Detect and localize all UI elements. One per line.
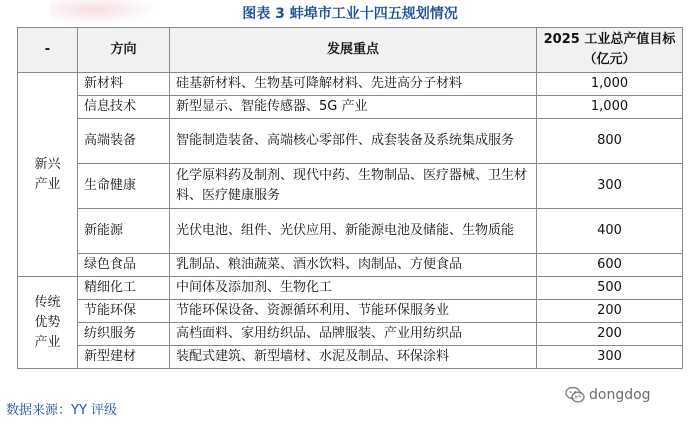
header-focus: 发展重点 — [170, 28, 537, 73]
group-emerging: 新兴产业 — [18, 73, 78, 277]
header-dash: - — [18, 28, 78, 73]
table-row — [18, 346, 683, 369]
row-focus: 硅基新材料、生物基可降解材料、先进高分子材料 — [170, 73, 537, 96]
row-direction: 新能源 — [78, 209, 170, 254]
table-title: 图表 3 蚌埠市工业十四五规划情况 — [242, 6, 458, 22]
row-value: 200 — [537, 300, 683, 323]
row-direction: 信息技术 — [78, 96, 170, 119]
row-direction: 生命健康 — [78, 164, 170, 209]
source-note: 数据来源：YY 评级 — [6, 403, 118, 418]
row-focus: 化学原料药及制剂、现代中药、生物制品、医疗器械、卫生材料、医疗健康服务 — [170, 164, 537, 209]
row-value: 1,000 — [537, 73, 683, 96]
row-direction: 新型建材 — [78, 346, 170, 369]
row-focus: 高档面料、家用纺织品、品牌服装、产业用纺织品 — [170, 323, 537, 346]
table-row — [18, 73, 683, 96]
header-direction: 方向 — [78, 28, 170, 73]
wechat-icon — [565, 386, 585, 404]
row-focus: 装配式建筑、新型墙材、水泥及制品、环保涂料 — [170, 346, 537, 369]
row-value: 500 — [537, 277, 683, 300]
row-value: 400 — [537, 209, 683, 254]
row-direction: 精细化工 — [78, 277, 170, 300]
table-row — [18, 164, 683, 209]
row-focus: 光伏电池、组件、光伏应用、新能源电池及储能、生物质能 — [170, 209, 537, 254]
watermark-text: dongdog — [589, 387, 651, 403]
table-row — [18, 209, 683, 254]
row-direction: 绿色食品 — [78, 254, 170, 277]
wechat-watermark — [565, 384, 651, 406]
industry-plan-table — [17, 27, 683, 369]
group-traditional: 传统优势产业 — [18, 277, 78, 369]
row-direction: 节能环保 — [78, 300, 170, 323]
row-direction: 新材料 — [78, 73, 170, 96]
table-row — [18, 300, 683, 323]
row-value: 800 — [537, 119, 683, 164]
row-direction: 高端装备 — [78, 119, 170, 164]
row-value: 200 — [537, 323, 683, 346]
table-row — [18, 96, 683, 119]
row-value: 600 — [537, 254, 683, 277]
header-target: 2025 工业总产值目标（亿元） — [537, 28, 683, 73]
header-row — [18, 28, 683, 73]
row-focus: 乳制品、粮油蔬菜、酒水饮料、肉制品、方便食品 — [170, 254, 537, 277]
row-direction: 纺织服务 — [78, 323, 170, 346]
table-row — [18, 119, 683, 164]
row-focus: 智能制造装备、高端核心零部件、成套装备及系统集成服务 — [170, 119, 537, 164]
row-focus: 中间体及添加剂、生物化工 — [170, 277, 537, 300]
table-row — [18, 254, 683, 277]
row-value: 300 — [537, 346, 683, 369]
row-focus: 节能环保设备、资源循环利用、节能环保服务业 — [170, 300, 537, 323]
row-value: 1,000 — [537, 96, 683, 119]
row-value: 300 — [537, 164, 683, 209]
table-row — [18, 323, 683, 346]
table-row — [18, 277, 683, 300]
row-focus: 新型显示、智能传感器、5G 产业 — [170, 96, 537, 119]
